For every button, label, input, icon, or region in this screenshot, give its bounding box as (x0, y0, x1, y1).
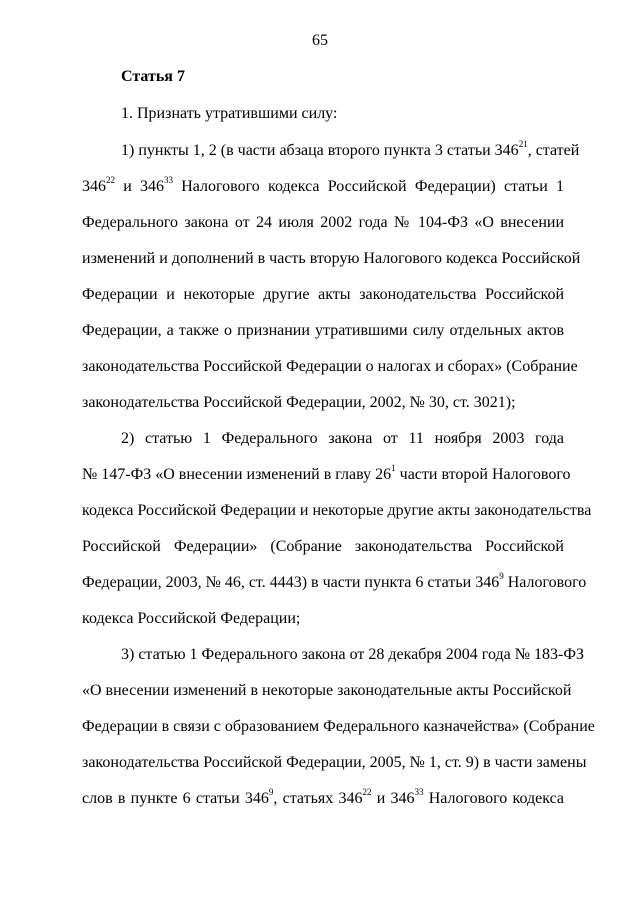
text-line: законодательства Российской Федерации, 2005, № 1, ст. 9) в части замены (82, 754, 587, 771)
text-line: слов в пункте 6 статьи $346^9$, статьях $346^{22}$ и $346^{33}$ Налогового кодекса (82, 786, 565, 807)
text-line: кодекса Российской Федерации и некоторые другие акты законодательства (82, 502, 592, 519)
superscript: 22 (362, 786, 372, 797)
text-line: кодекса Российской Федерации; (82, 610, 301, 627)
superscript: 9 (268, 786, 274, 797)
superscript: 22 (106, 174, 115, 185)
superscript: 33 (164, 174, 174, 185)
text-line: 3) статью 1 Федерального закона от 28 декабря 2004 года № 183-ФЗ (121, 646, 584, 663)
text-line: Федерации в связи с образованием Федерального казначейства» (Собрание (82, 718, 595, 735)
superscript: 9 (499, 570, 504, 581)
text-line: Федерального закона от 24 июля 2002 года № 104-ФЗ «О внесении (82, 214, 564, 231)
superscript: 21 (518, 138, 528, 149)
text-line: 1) пункты 1, 2 (в части абзаца второго пункта 3 статьи $346^{21}$, статей (121, 138, 580, 159)
article-title: Статья 7 (121, 68, 185, 85)
text-line: $346^{22}$ и $346^{33}$ Налогового кодекса Российской Федерации) статьи 1 (82, 174, 565, 195)
text-line: 2) статью 1 Федерального закона от 11 ноября 2003 года (121, 430, 564, 447)
text-line: № 147-ФЗ «О внесении изменений в главу $26^1$ части второй Налогового (82, 462, 571, 483)
text-line: «О внесении изменений в некоторые законодательные акты Российской (82, 682, 572, 699)
text-line: изменений и дополнений в часть вторую Налогового кодекса Российской (82, 250, 581, 267)
superscript: 33 (414, 786, 424, 797)
text-line: 1. Признать утратившими силу: (121, 105, 338, 122)
text-line: Федерации, 2003, № 46, ст. 4443) в части пункта 6 статьи $346^9$ Налогового (82, 570, 587, 591)
superscript: 1 (391, 462, 396, 473)
page-number: 65 (312, 32, 328, 49)
text-line: законодательства Российской Федерации о налогах и сборах» (Собрание (82, 358, 578, 375)
text-line: Российской Федерации» (Собрание законодательства Российской (82, 538, 564, 555)
text-line: Федерации, а также о признании утратившими силу отдельных актов (82, 322, 564, 339)
text-line: законодательства Российской Федерации, 2002, № 30, ст. 3021); (82, 394, 516, 411)
text-line: Федерации и некоторые другие акты законодательства Российской (82, 286, 564, 303)
